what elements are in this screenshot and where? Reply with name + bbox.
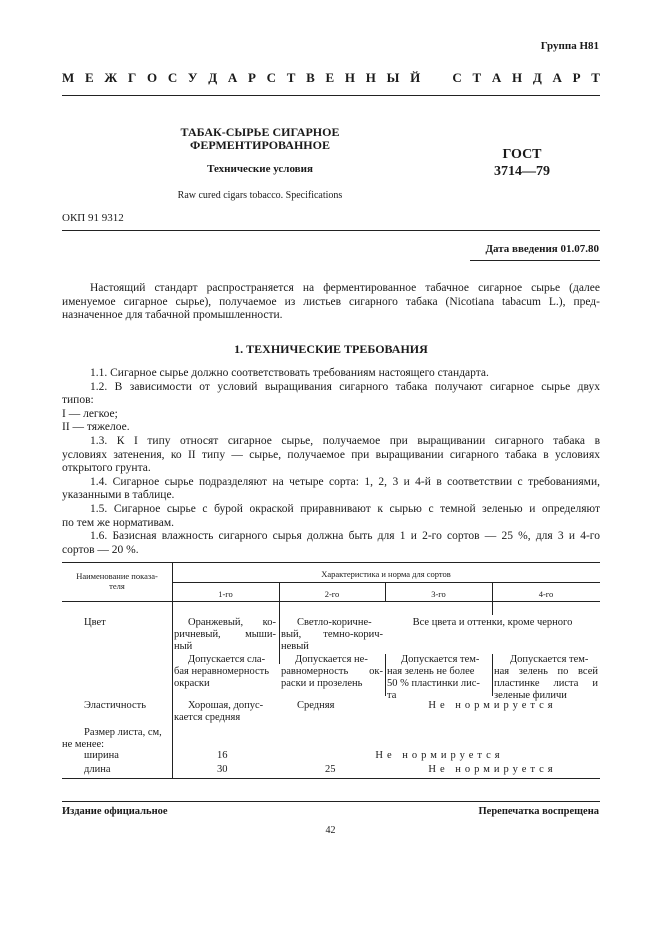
row-label-width: ширина	[84, 750, 119, 761]
title-line-1: ТАБАК-СЫРЬЕ СИГАРНОЕ	[180, 125, 340, 139]
banner-letter: С	[266, 70, 277, 85]
row-label-elasticity: Эластичность	[84, 700, 147, 711]
gost-number: 3714—79	[494, 164, 550, 179]
banner-letter: М	[62, 70, 75, 85]
elasticity-grade-1	[174, 700, 276, 724]
reprint-prohibited: Перепечатка воспрещена	[478, 806, 599, 817]
banner-letter: С	[452, 70, 462, 85]
cell-line: ный	[174, 641, 193, 652]
intro-line: именуемое сигарное сырье), получаемое из листьев сигарного табака (Nicotiana tabacum L.), пред-	[62, 295, 600, 308]
cell-line: бая неравномерность	[174, 666, 269, 677]
table-col-divider	[385, 654, 386, 696]
row-label-color: Цвет	[84, 617, 106, 628]
banner-letter: С	[167, 70, 178, 85]
row-label-size	[62, 727, 162, 751]
cell-line: та	[387, 690, 397, 701]
document-subtitle: Технические условия	[207, 163, 313, 175]
row-label-length: длина	[84, 764, 111, 775]
cell-line: равномерность ок-	[281, 666, 383, 677]
banner-letter: Р	[247, 70, 256, 85]
grade-header: 1-го	[218, 589, 233, 599]
intro-line: назначенное для табачной промышленности.	[62, 309, 283, 322]
grade-header: 3-го	[431, 589, 446, 599]
allow-grade-4	[494, 654, 598, 702]
allow-grade-3	[387, 654, 489, 702]
elasticity-grade-2: Средняя	[297, 700, 335, 711]
clause-line: по тем же нормативам.	[62, 516, 175, 529]
cell-line: ричневый, мыши-	[174, 629, 276, 640]
banner-letter: Ы	[386, 70, 400, 85]
table-rule-header	[62, 601, 600, 602]
banner-letter: О	[146, 70, 158, 85]
banner-letter: Е	[325, 70, 335, 85]
gost-designation	[462, 146, 582, 180]
clause-line: 1.1. Сигарное сырье должно соответствовать требованиям настоящего стандарта.	[90, 367, 489, 379]
clause-line: 1.2. В зависимости от условий выращивания сигарного табака получают сигарное сырье двух	[90, 380, 600, 393]
clause-line: 1.3. К I типу относят сигарное сырье, получаемое при выращивании сигарного табака в	[90, 434, 600, 447]
banner-letter: Т	[472, 70, 482, 85]
banner-letter: А	[552, 70, 562, 85]
cell-line: Допускается не-	[295, 654, 368, 665]
title-line-2: ФЕРМЕНТИРОВАННОЕ	[190, 138, 330, 152]
banner-letter: Т	[286, 70, 296, 85]
col-name-header-line: Наименование показа-	[76, 571, 158, 581]
clause-line: 1.6. Базисная влажность сигарного сырья должна быть для 1 и 2-го сортов — 25 %, для 3 и 4-го	[90, 530, 600, 543]
table-rule-group	[172, 582, 600, 583]
cell-line: Оранжевый, ко-	[188, 617, 276, 628]
size-label-line: не менее:	[62, 739, 105, 750]
cell-line: Хорошая, допус-	[188, 700, 264, 711]
table-col-divider	[492, 654, 493, 696]
cell-line: зеленые филичи	[494, 690, 567, 701]
group-code: Группа Н81	[540, 40, 599, 52]
intro-line: Настоящий стандарт распространяется на ферментированное табачное сигарное сырье (далее	[90, 282, 600, 294]
clause-line: указанными в таблице.	[62, 489, 175, 502]
table-col-divider	[492, 601, 493, 615]
page-number: 42	[325, 825, 336, 836]
gost-label: ГОСТ	[502, 147, 542, 162]
date-label: Дата введения	[485, 243, 558, 255]
okp-rule	[62, 230, 600, 231]
banner-letter: Й	[410, 70, 421, 85]
banner-letter: А	[491, 70, 502, 85]
width-rest: Не нормируется	[375, 750, 504, 761]
color-grade-1	[174, 617, 276, 653]
intro-paragraph	[62, 282, 600, 323]
banner-letter: Г	[127, 70, 137, 85]
color-grade-2	[281, 617, 383, 653]
clause-line: I — легкое;	[62, 407, 118, 420]
introduction-date	[485, 243, 599, 255]
allow-grade-1	[174, 654, 276, 690]
col-name-header	[62, 571, 172, 591]
banner-letter: У	[187, 70, 198, 85]
section-title: 1. ТЕХНИЧЕСКИЕ ТРЕБОВАНИЯ	[234, 342, 428, 356]
banner-letter: Д	[208, 70, 218, 85]
size-label-line: Размер листа, см,	[84, 727, 162, 738]
official-edition: Издание официальное	[62, 806, 168, 817]
banner-letter: Е	[85, 70, 94, 85]
date-rule	[470, 260, 600, 261]
col-name-header-line: теля	[109, 581, 125, 591]
section-body	[62, 367, 600, 557]
elasticity-grade-3-4: Не нормируется	[428, 700, 557, 711]
interstate-standard-banner	[62, 70, 600, 86]
length-grade-2: 25	[325, 764, 336, 775]
banner-letter: В	[306, 70, 315, 85]
date-value: 01.07.80	[560, 243, 599, 255]
banner-letter: Н	[511, 70, 523, 85]
grade-header: 4-го	[538, 589, 554, 599]
cell-line: Светло-коричне-	[297, 617, 372, 628]
table-rule-top	[62, 562, 600, 563]
banner-letter: Т	[591, 70, 600, 85]
clause-line: II — тяжелое.	[62, 421, 130, 434]
banner-letter: Р	[572, 70, 581, 85]
group-header: Характеристика и норма для сортов	[321, 569, 451, 579]
cell-line: раски и прозелень	[281, 678, 363, 689]
allow-grade-2	[281, 654, 383, 690]
okp-code: ОКП 91 9312	[62, 212, 124, 224]
table-rule-bottom	[62, 778, 600, 779]
cell-line: ная зелень не более	[387, 666, 475, 677]
clause-line: условиях затенения, ко II типу — сырье, получаемое при выращивании сигарного табака в условиях	[62, 448, 600, 461]
footer-rule	[62, 801, 600, 802]
clause-line: типов:	[62, 394, 94, 407]
cell-line: кается средняя	[174, 712, 241, 723]
clause-line: открытого грунта.	[62, 462, 151, 475]
cell-line: пластинке листа и	[494, 678, 598, 689]
length-rest: Не нормируется	[428, 764, 557, 775]
english-title: Raw cured cigars tobacco. Specifications	[177, 190, 343, 201]
cell-line: невый	[281, 641, 309, 652]
grade-header: 2-го	[324, 589, 340, 599]
cell-line: Допускается тем-	[401, 654, 480, 665]
banner-letter: Д	[532, 70, 542, 85]
length-grade-1: 30	[217, 764, 228, 775]
banner-letter: Ж	[104, 70, 118, 85]
clause-line: 1.4. Сигарное сырье подразделяют на четыре сорта: 1, 2, 3 и 4-й в соответствии с требованиями,	[90, 475, 600, 488]
color-grade-3-4: Все цвета и оттенки, кроме черного	[412, 617, 573, 628]
cell-line: Допускается сла-	[188, 654, 266, 665]
cell-line: окраски	[174, 678, 210, 689]
cell-line: ная зелень по всей	[494, 666, 598, 677]
cell-line: вый, темно-корич-	[281, 629, 383, 640]
clause-line: 1.5. Сигарное сырье с бурой окраской приравнивают к сырью с темной зеленью и определяют	[90, 502, 600, 515]
banner-letter: А	[227, 70, 238, 85]
banner-letter: Н	[344, 70, 356, 85]
header-rule	[62, 95, 600, 96]
document-title	[150, 126, 370, 152]
clause-line: сортов — 20 %.	[62, 543, 139, 556]
cell-line: Допускается тем-	[510, 654, 589, 665]
banner-letter: Н	[365, 70, 376, 85]
cell-line: 50 % пластинки лис-	[387, 678, 480, 689]
width-grade-1: 16	[217, 750, 228, 761]
